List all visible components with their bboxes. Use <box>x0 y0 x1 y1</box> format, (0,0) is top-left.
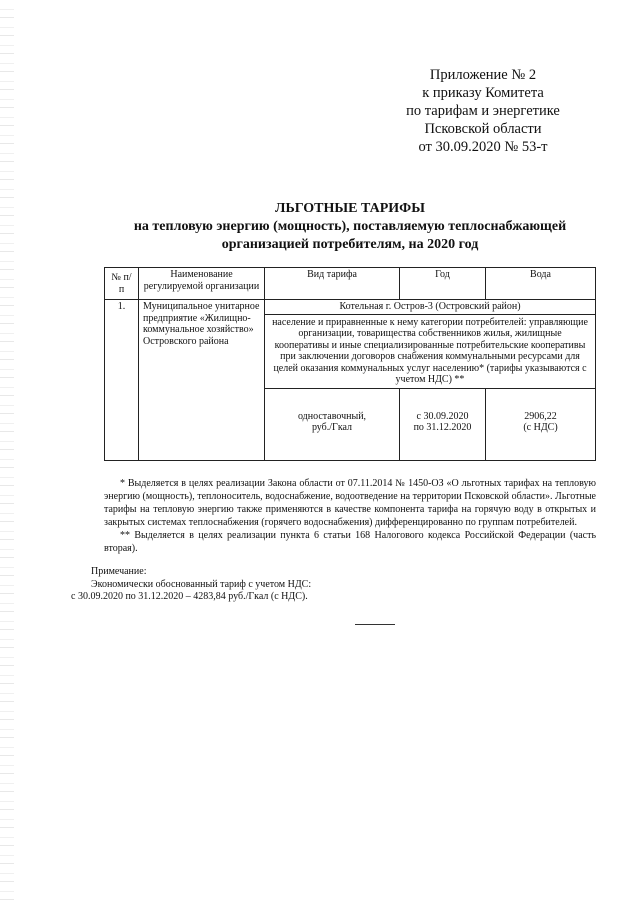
period-line: с 30.09.2020 <box>416 410 469 422</box>
footnotes <box>104 477 596 555</box>
title-line: на тепловую энергию (мощность), поставляемую теплоснабжающей <box>133 219 567 234</box>
cell-consumers: население и приравненные к нему категории потребителей: управляющие организации, товарищества собственников жилья, жилищные кооперативы и иные специализированные потребительские кооперативы при заключении договоров снабжения коммунальными ресурсами для целей оказания коммунальных услуг населению* (тарифы указываются с учетом НДС) ** <box>265 314 596 388</box>
appendix-line: Псковской области <box>424 121 542 137</box>
title-line: организацией потребителям, на 2020 год <box>221 237 479 252</box>
tariff-table <box>104 267 596 461</box>
appendix-line: Приложение № 2 <box>429 67 537 83</box>
appendix-line: от 30.09.2020 № 53-т <box>418 139 548 155</box>
header-type: Вид тарифа <box>265 268 400 300</box>
header-num: № п/п <box>105 268 139 300</box>
table-header-row <box>105 268 596 300</box>
note-line: Экономически обоснованный тариф с учетом НДС: <box>91 578 312 590</box>
header-water: Вода <box>486 268 596 300</box>
cell-tariff-type <box>265 388 400 460</box>
tariff-value: 2906,22 <box>524 410 557 422</box>
footnote: * Выделяется в целях реализации Закона области от 07.11.2014 № 1450-ОЗ «О льготных тарифах на тепловую энергию (мощность), теплоноситель, водоснабжение, водоотведение на территории Псковской области». Льготные тарифы на тепловую энергию также применяются в качестве компонента тарифа на горячую воду в открытых и закрытых системах теплоснабжения (горячего водоснабжения) дифференцированно по группам потребителей. <box>104 478 596 528</box>
cell-num: 1. <box>105 300 139 461</box>
tariff-vat: (с НДС) <box>523 422 558 433</box>
document-title <box>100 200 600 254</box>
note-line: с 30.09.2020 по 31.12.2020 – 4283,84 руб./Гкал (с НДС). <box>71 591 308 602</box>
header-org: Наименование регулируемой организации <box>139 268 265 300</box>
table-row <box>105 300 596 315</box>
scan-edge <box>0 0 14 905</box>
appendix-line: к приказу Комитета <box>422 85 544 101</box>
appendix-line: по тарифам и энергетике <box>406 103 560 119</box>
cell-boiler: Котельная г. Остров-3 (Островский район) <box>265 300 596 315</box>
tariff-type-line: одноставочный, <box>297 410 367 422</box>
appendix-block <box>383 66 583 156</box>
period-line: по 31.12.2020 <box>413 422 472 433</box>
cell-value <box>486 388 596 460</box>
footnote: ** Выделяется в целях реализации пункта 6 статьи 168 Налогового кодекса Российской Федерации (часть вторая). <box>104 530 596 554</box>
tariff-type-line: руб./Гкал <box>311 422 353 433</box>
divider <box>355 624 395 625</box>
header-year: Год <box>400 268 486 300</box>
note-heading: Примечание: <box>91 566 147 577</box>
title-line: ЛЬГОТНЫЕ ТАРИФЫ <box>275 201 425 216</box>
cell-period <box>400 388 486 460</box>
note-block <box>71 566 591 604</box>
cell-org: Муниципальное унитарное предприятие «Жилищно-коммунальное хозяйство» Островского района <box>139 300 265 461</box>
